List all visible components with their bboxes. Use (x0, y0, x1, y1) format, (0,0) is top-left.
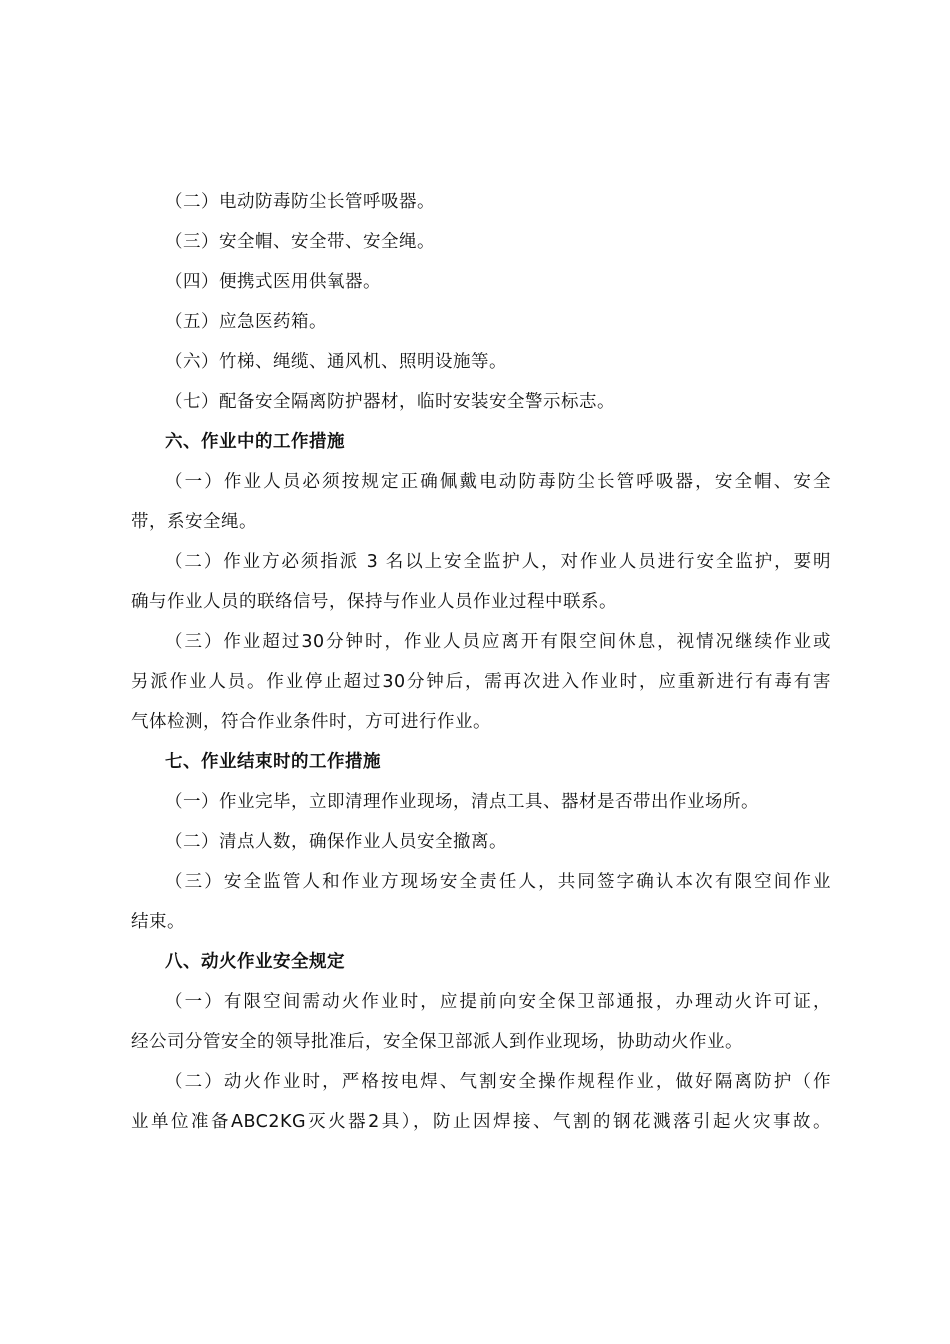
paragraph-line: （二）作业方必须指派 3 名以上安全监护人，对作业人员进行安全监护，要明 (165, 552, 831, 572)
paragraph-line: 业单位准备ABC2KG灭火器2具），防止因焊接、气割的钢花溅落引起火灾事故。 (131, 1112, 831, 1132)
section-heading: 七、作业结束时的工作措施 (165, 752, 381, 772)
list-item: （一）作业完毕，立即清理作业现场，清点工具、器材是否带出作业场所。 (165, 792, 759, 812)
list-item: （五）应急医药箱。 (165, 312, 327, 332)
section-heading: 六、作业中的工作措施 (165, 432, 345, 452)
paragraph-line: （一）有限空间需动火作业时，应提前向安全保卫部通报，办理动火许可证， (165, 992, 831, 1012)
list-item: （六）竹梯、绳缆、通风机、照明设施等。 (165, 352, 507, 372)
list-item: （二）电动防毒防尘长管呼吸器。 (165, 192, 435, 212)
paragraph-line: 带，系安全绳。 (131, 512, 257, 532)
list-item: （四）便携式医用供氧器。 (165, 272, 381, 292)
paragraph-line: （三）作业超过30分钟时，作业人员应离开有限空间休息，视情况继续作业或 (165, 632, 831, 652)
list-item: （二）清点人数，确保作业人员安全撤离。 (165, 832, 507, 852)
paragraph-line: （二）动火作业时，严格按电焊、气割安全操作规程作业，做好隔离防护（作 (165, 1072, 831, 1092)
paragraph-line: 气体检测，符合作业条件时，方可进行作业。 (131, 712, 491, 732)
paragraph-line: 结束。 (131, 912, 185, 932)
section-heading: 八、动火作业安全规定 (165, 952, 345, 972)
paragraph-line: （三）安全监管人和作业方现场安全责任人，共同签字确认本次有限空间作业 (165, 872, 831, 892)
list-item: （七）配备安全隔离防护器材，临时安装安全警示标志。 (165, 392, 615, 412)
list-item: （三）安全帽、安全带、安全绳。 (165, 232, 435, 252)
paragraph-line: 另派作业人员。作业停止超过30分钟后，需再次进入作业时，应重新进行有毒有害 (131, 672, 831, 692)
paragraph-line: 确与作业人员的联络信号，保持与作业人员作业过程中联系。 (131, 592, 617, 612)
paragraph-line: 经公司分管安全的领导批准后，安全保卫部派人到作业现场，协助动火作业。 (131, 1032, 743, 1052)
paragraph-line: （一）作业人员必须按规定正确佩戴电动防毒防尘长管呼吸器，安全帽、安全 (165, 472, 831, 492)
